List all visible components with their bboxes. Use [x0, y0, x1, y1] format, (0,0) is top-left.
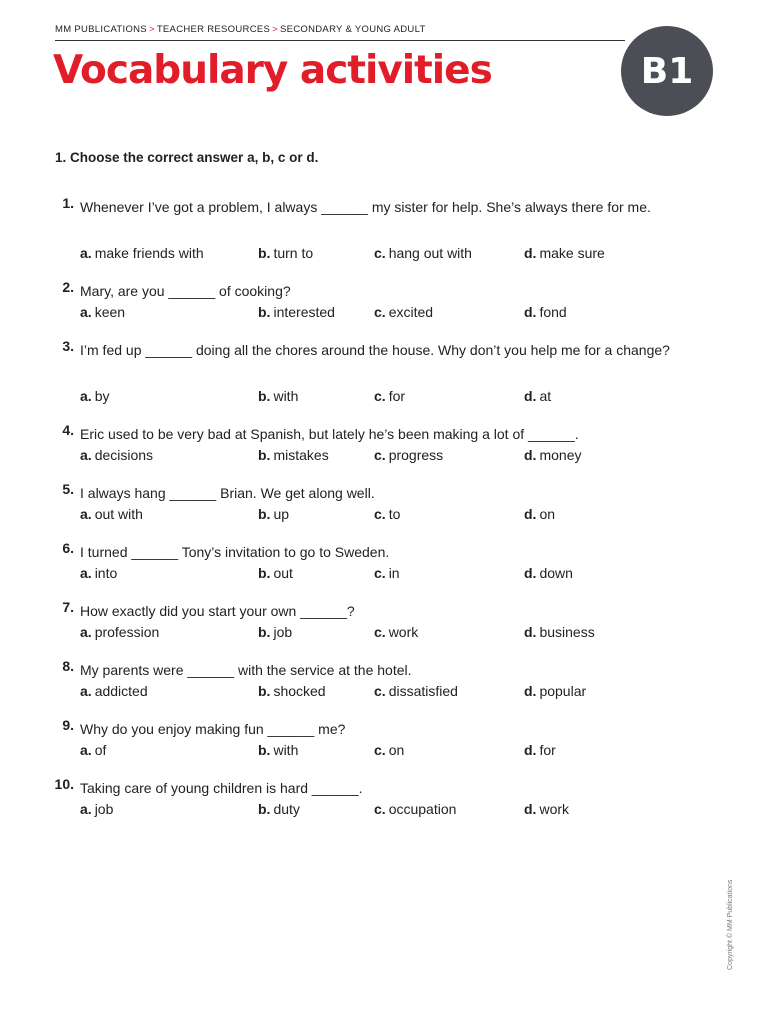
- option-text: out: [273, 565, 293, 581]
- option-text: on: [539, 506, 556, 522]
- question-number: 4.: [62, 422, 74, 438]
- option-text: occupation: [388, 801, 457, 817]
- answer-option-a: [80, 801, 113, 817]
- question-text: I always hang ______ Brian. We get along well.: [80, 485, 375, 501]
- option-letter: b.: [258, 304, 271, 320]
- answer-option-d: [524, 565, 573, 581]
- option-letter: d.: [524, 624, 537, 640]
- option-text: to: [388, 506, 401, 522]
- option-letter: a.: [80, 245, 92, 261]
- question-item: [0, 776, 768, 823]
- option-text: work: [539, 801, 570, 817]
- option-letter: a.: [80, 742, 92, 758]
- answer-option-a: [80, 742, 106, 758]
- question-item: [0, 717, 768, 764]
- question-number: 10.: [54, 776, 74, 792]
- answer-option-b: [258, 388, 298, 404]
- question-text: Why do you enjoy making fun ______ me?: [80, 721, 346, 737]
- option-letter: b.: [258, 742, 271, 758]
- answer-option-c: [374, 304, 433, 320]
- option-letter: c.: [374, 683, 386, 699]
- option-letter: b.: [258, 565, 271, 581]
- option-text: with: [273, 742, 299, 758]
- option-letter: c.: [374, 565, 386, 581]
- option-text: hang out with: [388, 245, 472, 261]
- option-text: down: [539, 565, 573, 581]
- option-letter: c.: [374, 801, 386, 817]
- option-letter: b.: [258, 245, 271, 261]
- answer-option-a: [80, 304, 125, 320]
- option-text: keen: [94, 304, 126, 320]
- answer-options: [0, 801, 768, 823]
- answer-option-d: [524, 245, 605, 261]
- question-item: [0, 658, 768, 705]
- answer-option-c: [374, 506, 400, 522]
- answer-option-b: [258, 565, 293, 581]
- answer-option-d: [524, 388, 551, 404]
- option-text: excited: [388, 304, 434, 320]
- answer-option-a: [80, 245, 204, 261]
- page-title: Vocabulary activities: [53, 48, 492, 93]
- question-item: [0, 338, 768, 410]
- breadcrumb: [55, 24, 426, 35]
- answer-option-d: [524, 801, 569, 817]
- answer-options: [0, 683, 768, 705]
- option-text: profession: [94, 624, 160, 640]
- option-text: of: [94, 742, 107, 758]
- option-text: up: [273, 506, 290, 522]
- answer-option-b: [258, 683, 326, 699]
- question-item: [0, 599, 768, 646]
- level-badge: B1: [621, 26, 713, 116]
- question-list: [0, 195, 768, 835]
- option-text: in: [388, 565, 400, 581]
- option-text: dissatisfied: [388, 683, 458, 699]
- option-letter: b.: [258, 624, 271, 640]
- answer-option-c: [374, 565, 400, 581]
- question-text: Mary, are you ______ of cooking?: [80, 283, 291, 299]
- option-text: turn to: [273, 245, 314, 261]
- option-letter: d.: [524, 683, 537, 699]
- question-item: [0, 279, 768, 326]
- answer-option-c: [374, 447, 443, 463]
- answer-options: [0, 565, 768, 587]
- answer-options: [0, 388, 768, 410]
- answer-option-b: [258, 742, 298, 758]
- question-text: My parents were ______ with the service at the hotel.: [80, 662, 412, 678]
- answer-option-a: [80, 565, 117, 581]
- option-text: shocked: [273, 683, 326, 699]
- answer-options: [0, 245, 768, 267]
- answer-option-b: [258, 801, 300, 817]
- answer-option-d: [524, 506, 555, 522]
- answer-option-c: [374, 245, 472, 261]
- answer-option-b: [258, 304, 335, 320]
- breadcrumb-item: TEACHER RESOURCES: [156, 24, 271, 35]
- option-letter: a.: [80, 683, 92, 699]
- question-number: 5.: [62, 481, 74, 497]
- option-text: decisions: [94, 447, 154, 463]
- breadcrumb-item: SECONDARY & YOUNG ADULT: [279, 24, 426, 35]
- option-letter: d.: [524, 447, 537, 463]
- option-letter: c.: [374, 245, 386, 261]
- option-letter: d.: [524, 304, 537, 320]
- option-text: interested: [273, 304, 335, 320]
- question-number: 2.: [62, 279, 74, 295]
- option-letter: a.: [80, 565, 92, 581]
- option-letter: c.: [374, 506, 386, 522]
- answer-option-d: [524, 624, 595, 640]
- question-text: How exactly did you start your own ______?: [80, 603, 355, 619]
- option-text: job: [94, 801, 114, 817]
- answer-option-b: [258, 245, 313, 261]
- question-text: Taking care of young children is hard ______.: [80, 780, 363, 796]
- question-number: 8.: [62, 658, 74, 674]
- answer-option-c: [374, 683, 458, 699]
- question-text: I’m fed up ______ doing all the chores around the house. Why don’t you help me for a change?: [80, 342, 670, 358]
- answer-option-c: [374, 624, 418, 640]
- answer-option-b: [258, 506, 289, 522]
- option-letter: a.: [80, 304, 92, 320]
- question-text: I turned ______ Tony’s invitation to go to Sweden.: [80, 544, 390, 560]
- answer-options: [0, 506, 768, 528]
- answer-option-a: [80, 447, 153, 463]
- option-text: job: [273, 624, 293, 640]
- header-divider: [55, 40, 625, 41]
- answer-option-d: [524, 683, 586, 699]
- question-number: 6.: [62, 540, 74, 556]
- answer-options: [0, 447, 768, 469]
- option-letter: b.: [258, 447, 271, 463]
- option-letter: b.: [258, 801, 271, 817]
- answer-option-a: [80, 683, 148, 699]
- option-letter: a.: [80, 447, 92, 463]
- option-letter: d.: [524, 388, 537, 404]
- answer-option-a: [80, 624, 159, 640]
- answer-option-d: [524, 304, 567, 320]
- question-item: [0, 422, 768, 469]
- exercise-instruction: 1. Choose the correct answer a, b, c or d.: [55, 150, 319, 165]
- option-letter: a.: [80, 801, 92, 817]
- option-letter: b.: [258, 388, 271, 404]
- breadcrumb-item: MM PUBLICATIONS: [55, 24, 147, 35]
- option-text: into: [94, 565, 118, 581]
- option-text: fond: [539, 304, 567, 320]
- option-text: by: [94, 388, 110, 404]
- option-letter: c.: [374, 304, 386, 320]
- option-letter: d.: [524, 506, 537, 522]
- option-text: for: [388, 388, 406, 404]
- answer-options: [0, 742, 768, 764]
- question-text: Eric used to be very bad at Spanish, but lately he’s been making a lot of ______.: [80, 426, 579, 442]
- option-letter: d.: [524, 565, 537, 581]
- option-letter: c.: [374, 447, 386, 463]
- answer-options: [0, 304, 768, 326]
- option-text: addicted: [94, 683, 148, 699]
- question-text: Whenever I’ve got a problem, I always ______ my sister for help. She’s always there for me.: [80, 199, 651, 215]
- option-text: popular: [539, 683, 587, 699]
- option-letter: d.: [524, 801, 537, 817]
- option-text: duty: [273, 801, 300, 817]
- option-letter: c.: [374, 624, 386, 640]
- answer-option-b: [258, 447, 329, 463]
- answer-option-c: [374, 801, 456, 817]
- copyright-notice: Copyright © MM Publications: [727, 879, 734, 970]
- option-letter: b.: [258, 506, 271, 522]
- option-text: for: [539, 742, 556, 758]
- option-text: mistakes: [273, 447, 329, 463]
- option-letter: c.: [374, 388, 386, 404]
- option-text: money: [539, 447, 582, 463]
- option-letter: d.: [524, 245, 537, 261]
- option-text: business: [539, 624, 595, 640]
- option-text: make friends with: [94, 245, 204, 261]
- answer-option-d: [524, 447, 581, 463]
- question-number: 9.: [62, 717, 74, 733]
- option-text: make sure: [539, 245, 605, 261]
- option-letter: b.: [258, 683, 271, 699]
- answer-options: [0, 624, 768, 646]
- answer-option-c: [374, 388, 405, 404]
- answer-option-b: [258, 624, 292, 640]
- question-number: 1.: [62, 195, 74, 211]
- option-letter: a.: [80, 388, 92, 404]
- question-item: [0, 481, 768, 528]
- option-letter: c.: [374, 742, 386, 758]
- option-letter: d.: [524, 742, 537, 758]
- option-text: progress: [388, 447, 444, 463]
- question-number: 7.: [62, 599, 74, 615]
- chevron-right-icon: >: [148, 24, 155, 35]
- question-item: [0, 540, 768, 587]
- option-text: at: [539, 388, 552, 404]
- answer-option-c: [374, 742, 404, 758]
- option-text: out with: [94, 506, 143, 522]
- option-text: with: [273, 388, 299, 404]
- answer-option-d: [524, 742, 556, 758]
- option-letter: a.: [80, 624, 92, 640]
- chevron-right-icon: >: [272, 24, 278, 35]
- answer-option-a: [80, 506, 143, 522]
- answer-option-a: [80, 388, 109, 404]
- option-text: work: [388, 624, 419, 640]
- option-letter: a.: [80, 506, 92, 522]
- question-item: [0, 195, 768, 267]
- question-number: 3.: [62, 338, 74, 354]
- option-text: on: [388, 742, 405, 758]
